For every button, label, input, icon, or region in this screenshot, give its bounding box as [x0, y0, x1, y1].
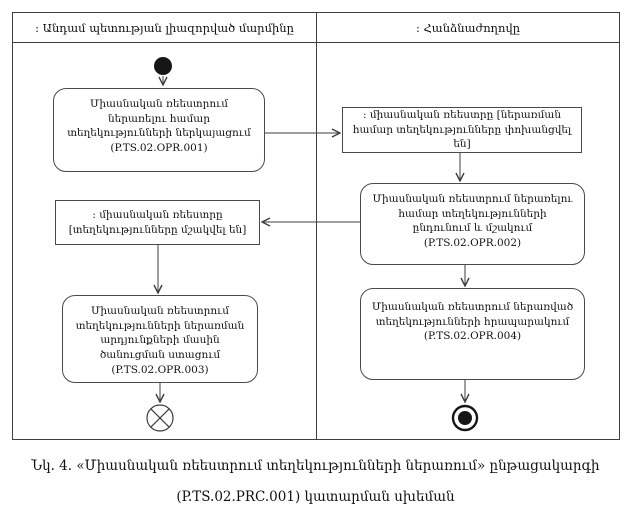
- action-node-opr002-label: Միասնական ռեեստրում ներառելու համար տեղեկությունների ընդունում և մշակում (P.TS.02.OPR.002): [372, 193, 573, 250]
- action-node-opr001-label: Միասնական ռեեստրում ներառելու համար տեղեկությունների ներկայացում (P.TS.02.OPR.001): [67, 98, 251, 155]
- object-node-register-processed: [55, 200, 260, 245]
- lane-header-member-state: [13, 13, 316, 43]
- lane-title-member-state: : Անդամ պետության լիազորված մարմինը: [35, 20, 294, 35]
- lane-title-commission: : Հանձնաժողովը: [416, 20, 520, 35]
- action-node-opr002: [360, 183, 585, 265]
- object-node-register-transferred: [342, 107, 582, 153]
- initial-node-icon: [154, 57, 172, 75]
- object-node-register-transferred-label: : միասնական ռեեստրը [ներառման համար տեղեկությունները փոխանցվել են]: [352, 108, 572, 151]
- action-node-opr004: [360, 288, 585, 380]
- action-node-opr001: [53, 88, 265, 172]
- figure-caption: [0, 458, 631, 505]
- figure-caption-line2: (P.TS.02.PRC.001) կատարման սխեման: [176, 489, 455, 505]
- action-node-opr004-label: Միասնական ռեեստրում ներառված տեղեկությունների հրապարակում (P.TS.02.OPR.004): [371, 301, 574, 343]
- figure-caption-line1: Նկ. 4. «Միասնական ռեեստրում տեղեկությունների ներառում» ընթացակարգի: [31, 458, 600, 474]
- action-node-opr003-label: Միասնական ռեեստրում տեղեկությունների ներառման արդյունքների մասին ծանուցման ստացում (P.TS.02.OPR.003): [75, 305, 245, 376]
- object-node-register-processed-label: : միասնական ռեեստրը [տեղեկությունները մշակվել են]: [68, 208, 247, 236]
- lane-header-commission: [317, 13, 619, 43]
- action-node-opr003: [62, 295, 258, 383]
